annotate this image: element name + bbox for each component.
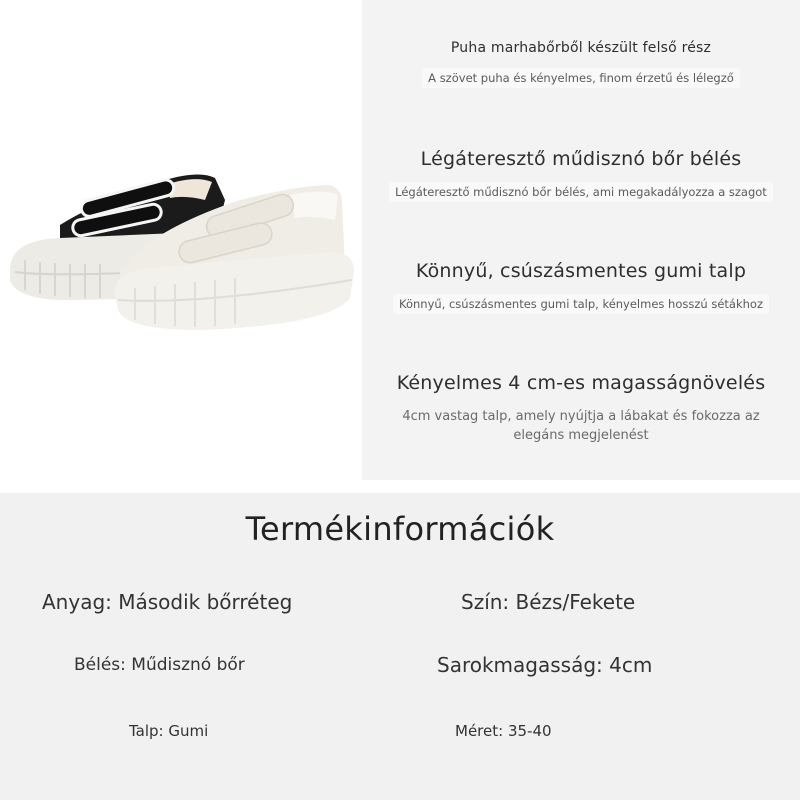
sneaker-pair-image [0,160,360,340]
feature-title: Légáteresztő műdisznó bőr bélés [420,148,742,170]
spec-lining: Bélés: Műdisznó bőr [74,655,245,675]
feature-sole [362,260,800,314]
spec-color: Szín: Bézs/Fekete [461,590,636,614]
feature-title: Puha marhabőrből készült felső rész [450,40,712,56]
spec-size: Méret: 35-40 [455,722,552,740]
feature-title: Könnyű, csúszásmentes gumi talp [415,260,747,282]
feature-title: Kényelmes 4 cm-es magasságnövelés [396,372,766,394]
feature-description: Könnyű, csúszásmentes gumi talp, kényelmes hosszú sétákhoz [393,294,769,314]
spec-sole: Talp: Gumi [129,722,209,740]
feature-upper [362,40,800,88]
spec-material: Anyag: Második bőrréteg [42,590,293,614]
feature-height [362,372,800,448]
feature-lining [362,148,800,202]
feature-description: Légáteresztő műdisznó bőr bélés, ami megakadályozza a szagot [389,182,773,202]
feature-description: A szövet puha és kényelmes, finom érzetű és lélegző [422,68,740,88]
product-info-title: Termékinformációk [245,510,555,548]
spec-heel-height: Sarokmagasság: 4cm [437,653,653,677]
feature-description: 4cm vastag talp, amely nyújtja a lábakat és fokozza az elegáns megjelenést [402,409,760,443]
